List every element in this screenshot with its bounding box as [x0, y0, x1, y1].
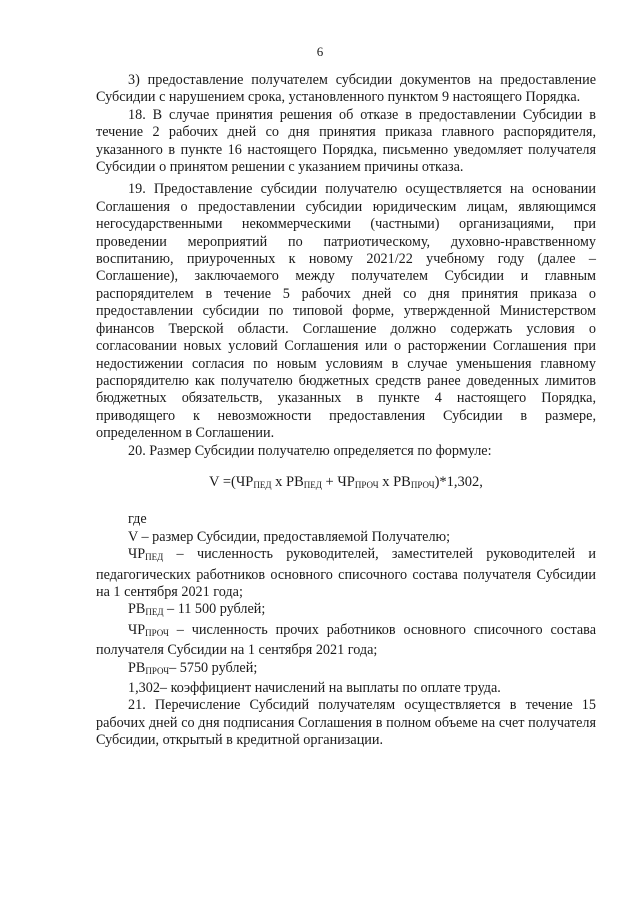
paragraph-20: 20. Размер Субсидии получателю определяется по формуле:: [128, 442, 492, 459]
definition-v: V – размер Субсидии, предоставляемой Получателю;: [128, 528, 451, 545]
formula-part: )*1,302,: [434, 473, 483, 490]
formula-sub: ПРОЧ: [354, 479, 379, 490]
definition-chr-proch: [96, 622, 596, 660]
formula-part: V =(ЧР: [209, 473, 254, 490]
definition-coefficient: 1,302– коэффициент начислений на выплаты по оплате труда.: [128, 680, 501, 696]
formula-part: x РВ: [271, 473, 304, 490]
symbol: ЧР: [128, 621, 146, 638]
formula-part: x РВ: [378, 473, 411, 490]
symbol: ЧР: [128, 546, 146, 563]
definition-chr-ped: [96, 546, 596, 601]
page-number: 6: [316, 44, 324, 59]
paragraph-21: 21. Перечисление Субсидий получателям осуществляется в течение 15 рабочих дней со дня подписания Соглашения в полном объеме на счет получателя Субсидии, открытый в кредитной организации.: [96, 697, 596, 749]
formula-sub: ПРОЧ: [410, 479, 435, 490]
formula-part: + ЧР: [321, 473, 355, 490]
paragraph-19: 19. Предоставление субсидии получателю осуществляется на основании Соглашения о предоставлении субсидии юридическим лицам, являющимся негосударственными некоммерческими (частными) организациями, при проведении мероприятий по патриотическому, духовно-нравственному воспитанию, приуроченных к новому 2021/22 учебному году (далее – Соглашение), заключаемого между получателем Субсидии и главным распорядителем в течение 5 рабочих дней со дня принятия приказа о предоставлении субсидии по типовой форме, утвержденной Министерством финансов Тверской области. Соглашение должно содержать условия о согласовании новых условий Соглашения или о расторжении Соглашения при недостижении согласия по новым условиям в случае уменьшения главному распорядителю как получателю бюджетных средств ранее доведенных лимитов бюджетных обязательств, указанных в пункте 4 настоящего Порядка, приводящего к невозможности предоставления Субсидии в размере, определенном в Соглашении.: [96, 181, 596, 442]
formula-sub: ПЕД: [253, 479, 272, 490]
symbol-sub: ПРОЧ: [145, 665, 170, 676]
formula-definitions: [96, 511, 596, 697]
formula-sub: ПЕД: [303, 479, 322, 490]
definition-text: – численность руководителей, заместителей руководителей и педагогических работников основного списочного состава получателя Субсидии на 1 сентября 2021 года;: [96, 546, 596, 600]
symbol: РВ: [128, 659, 146, 676]
definition-rv-proch: [96, 660, 596, 680]
definition-text: – численность прочих работников основного списочного состава получателя Субсидии на 1 сентября 2021 года;: [96, 621, 596, 659]
subsidy-formula: [96, 474, 596, 494]
definition-where: где: [128, 511, 147, 528]
definition-text: – 5750 рублей;: [169, 659, 258, 676]
symbol-sub: ПЕД: [145, 607, 164, 618]
paragraph-3-item: 3) предоставление получателем субсидии документов на предоставление Субсидии с нарушением срока, установленного пунктом 9 настоящего Порядка.: [96, 72, 596, 106]
definition-text: – 11 500 рублей;: [163, 601, 266, 618]
document-body: [96, 72, 596, 750]
symbol: РВ: [128, 601, 146, 618]
definition-rv-ped: [96, 601, 596, 621]
symbol-sub: ПРОЧ: [145, 627, 169, 638]
symbol-sub: ПЕД: [145, 552, 164, 563]
paragraph-18: 18. В случае принятия решения об отказе в предоставлении Субсидии в течение 2 рабочих дней со дня принятия приказа главного распорядителя, указанного в пункте 16 настоящего Порядка, письменно уведомляет получателя Субсидии о принятом решении с указанием причины отказа.: [96, 106, 596, 176]
